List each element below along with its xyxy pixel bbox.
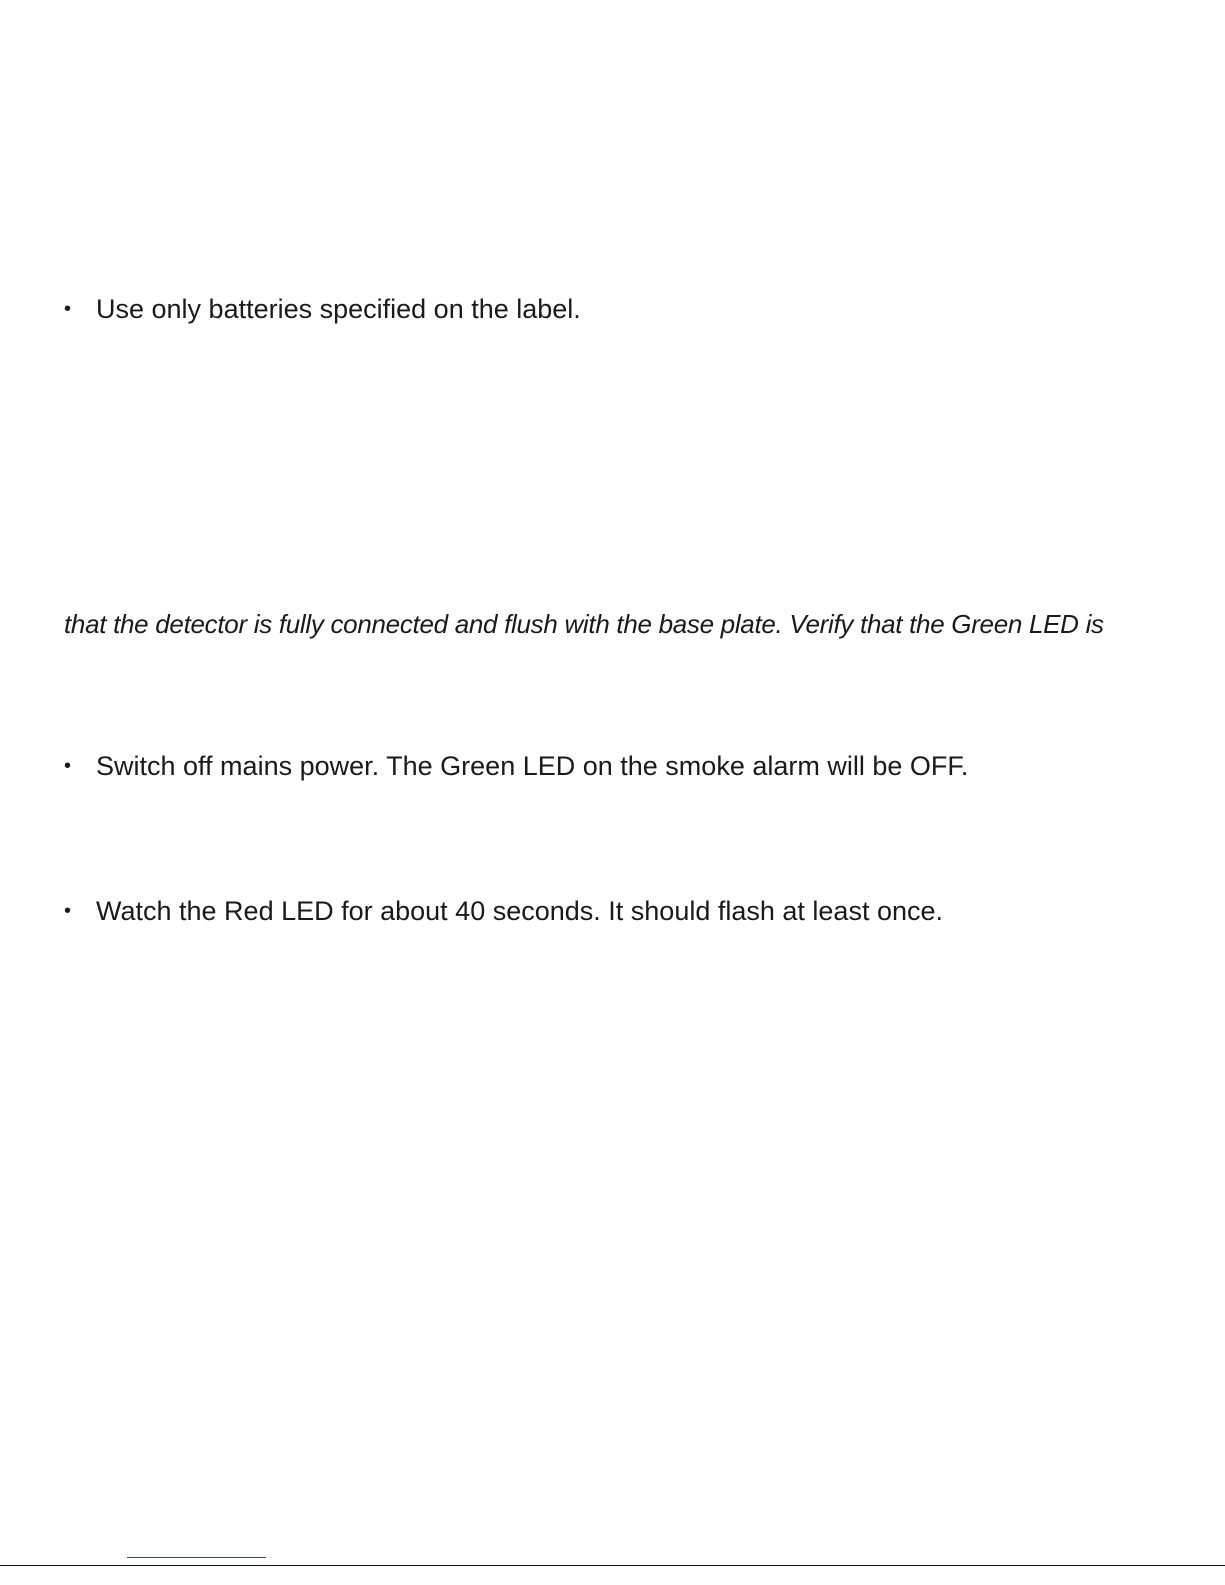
footer-divider <box>0 1565 1225 1566</box>
bullet-point-icon: • <box>64 755 72 777</box>
bullet-text-red-led: Watch the Red LED for about 40 seconds. It should flash at least once. <box>96 896 943 926</box>
bullet-text-mains-power: Switch off mains power. The Green LED on the smoke alarm will be OFF. <box>96 751 969 781</box>
italic-instruction-text: that the detector is fully connected and flush with the base plate. Verify that the Green LED is <box>64 609 1104 639</box>
bullet-text-batteries: Use only batteries specified on the label. <box>96 294 581 324</box>
bullet-point-icon: • <box>64 298 72 320</box>
footer-link-underline[interactable] <box>127 1557 266 1558</box>
bullet-point-icon: • <box>64 900 72 922</box>
